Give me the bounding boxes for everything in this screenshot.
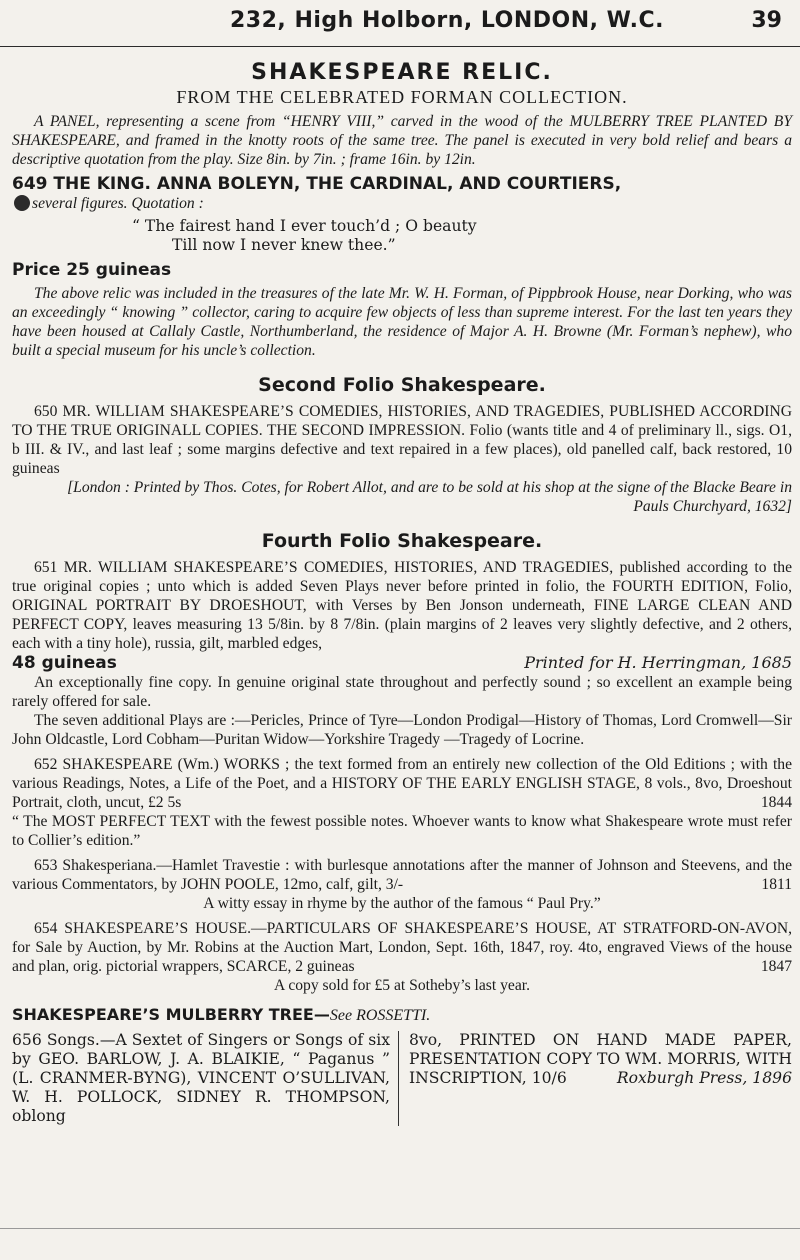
lot-651-note-1: An exceptionally fine copy. In genuine original state throughout and perfectly sound ; so excellent an example being rarely offered for sale. — [12, 674, 792, 710]
lot-651-text: 651 MR. WILLIAM SHAKESPEARE’S COMEDIES, HISTORIES, AND TRAGEDIES, published according to the true original copies ; unto which is added Seven Plays never before printed in folio, the FOURTH EDITION, Folio, ORIGINAL PORTRAIT BY DROESHOUT, with Verses by Ben Jonson underneath, FINE LARGE CLEAN AND PERFECT COPY, leaves measuring 13 5/8in. by 8 7/8in. (plain margins of 2 leaves very slightly defective, and 2 others, each with a tiny hole), russia, gilt, marbled edges, — [12, 559, 792, 652]
lot-652-text — [12, 755, 792, 812]
lot-656-left-column: 656 Songs.—A Sextet of Singers or Songs of six by GEO. BARLOW, J. A. BLAIKIE, “ Paganus ” (L. CRANMER-BYNG), VINCENT O’SULLIVAN, W. H. POLLOCK, SIDNEY R. THOMPSON, oblong — [12, 1031, 399, 1126]
mulberry-see: See ROSSETTI. — [329, 1007, 431, 1024]
quotation-line-1: “ The fairest hand I ever touch’d ; O beauty — [132, 217, 477, 235]
catalogue-content — [12, 60, 792, 1126]
lot-651-price: 48 guineas — [12, 653, 117, 673]
lot-649-line — [12, 194, 792, 213]
lot-652-description: 652 SHAKESPEARE (Wm.) WORKS ; the text formed from an entirely new collection of the Old Editions ; with the various Readings, Notes, a Life of the Poet, and a HISTORY OF THE EARLY ENGLISH STAGE, 8 vols., 8vo, Droeshout Portrait, cloth, uncut, £2 5s — [12, 756, 792, 811]
lot-650-text: 650 MR. WILLIAM SHAKESPEARE’S COMEDIES, HISTORIES, AND TRAGEDIES, PUBLISHED ACCORDING TO THE TRUE ORIGINALL COPIES. THE SECOND IMPRESSION. Folio (wants title and 4 of preliminary ll., sigs. O1, b III. & IV., and last leaf ; some margins defective and text repaired in a few places), old panelled calf, back restored, 10 guineas — [12, 403, 792, 477]
lot-654-note: A copy sold for £5 at Sotheby’s last year. — [274, 977, 530, 994]
lot-654-year: 1847 — [760, 958, 792, 975]
lot-649-quotation-label: several figures. Quotation : — [32, 195, 204, 212]
relic-subtitle: FROM THE CELEBRATED FORMAN COLLECTION. — [176, 87, 628, 107]
lot-652-year: 1844 — [760, 794, 792, 811]
lot-654-description: 654 SHAKESPEARE’S HOUSE.—PARTICULARS OF SHAKESPEARE’S HOUSE, AT STRATFORD-ON-AVON, for Sale by Auction, by Mr. Robins at the Auction Mart, London, Sept. 16th, 1847, roy. 4to, engraved Views of the house and plan, orig. pictorial wrappers, SCARCE, 2 guineas — [12, 920, 792, 975]
quotation-line-2: Till now I never knew thee.” — [172, 236, 396, 254]
page-header — [0, 0, 800, 46]
lot-656-imprint: Roxburgh Press, 1896 — [616, 1069, 792, 1087]
relic-title: SHAKESPEARE RELIC. — [251, 60, 553, 85]
lot-652-note: “ The MOST PERFECT TEXT with the fewest possible notes. Whoever wants to know what Shakespeare wrote must refer to Collier’s edition.” — [12, 813, 792, 849]
lot-651-note-2: The seven additional Plays are :—Pericles, Prince of Tyre—London Prodigal—History of Thomas, Lord Cromwell—Sir John Oldcastle, Lord Cobham—Puritan Widow—Yorkshire Tragedy —Tragedy of Locrine. — [12, 712, 792, 748]
second-folio-heading: Second Folio Shakespeare. — [258, 374, 546, 396]
fourth-folio-heading: Fourth Folio Shakespeare. — [261, 530, 543, 552]
header-rule — [0, 46, 800, 47]
lot-656-right-column — [409, 1031, 792, 1126]
relic-price: Price 25 guineas — [12, 260, 172, 280]
mulberry-cross-reference — [12, 1005, 792, 1025]
lot-656-right-text: 8vo, PRINTED ON HAND MADE PAPER, PRESENTATION COPY TO WM. MORRIS, WITH INSCRIPTION, 10/6 — [409, 1031, 792, 1087]
page-number: 39 — [751, 8, 782, 33]
lot-656 — [12, 1031, 792, 1126]
lot-653-year: 1811 — [761, 876, 792, 893]
quotation — [132, 217, 792, 255]
lot-654-text — [12, 919, 792, 976]
relic-note: The above relic was included in the treasures of the late Mr. W. H. Forman, of Pippbrook House, near Dorking, who was an exceedingly “ knowing ” collector, caring to acquire few objects of less than supreme interest. For the last ten years they have been housed at Callaly Castle, Northumberland, the residence of Major A. H. Browne (Mr. Forman’s nephew), who built a special museum for his uncle’s collection. — [12, 285, 792, 359]
mulberry-label: SHAKESPEARE’S MULBERRY TREE— — [12, 1005, 330, 1024]
lot-650-imprint: [London : Printed by Thos. Cotes, for Robert Allot, and are to be sold at his shop at the signe of the Blacke Beare in Pauls Churchyard, 1632] — [67, 479, 792, 515]
lot-653-note: A witty essay in rhyme by the author of the famous “ Paul Pry.” — [203, 895, 601, 912]
lot-651-price-row — [12, 653, 792, 673]
lot-653-description: 653 Shakesperiana.—Hamlet Travestie : with burlesque annotations after the manner of Johnson and Steevens, and the various Commentators, by JOHN POOLE, 12mo, calf, gilt, 3/- — [12, 857, 792, 893]
lot-653-text — [12, 856, 792, 894]
relic-description: A PANEL, representing a scene from “HENRY VIII,” carved in the wood of the MULBERRY TREE PLANTED BY SHAKESPEARE, and framed in the knotty roots of the same tree. The panel is executed in very bold relief and bears a descriptive quotation from the play. Size 8in. by 7in. ; frame 16in. by 12in. — [12, 113, 792, 168]
lot-649-heading: 649 THE KING. ANNA BOLEYN, THE CARDINAL, AND COURTIERS, — [12, 174, 622, 194]
lot-651-printed: Printed for H. Herringman, 1685 — [524, 653, 792, 672]
running-title: 232, High Holborn, LONDON, W.C. — [230, 8, 664, 33]
ink-blot-icon — [14, 195, 30, 211]
bottom-rule — [0, 1228, 800, 1229]
